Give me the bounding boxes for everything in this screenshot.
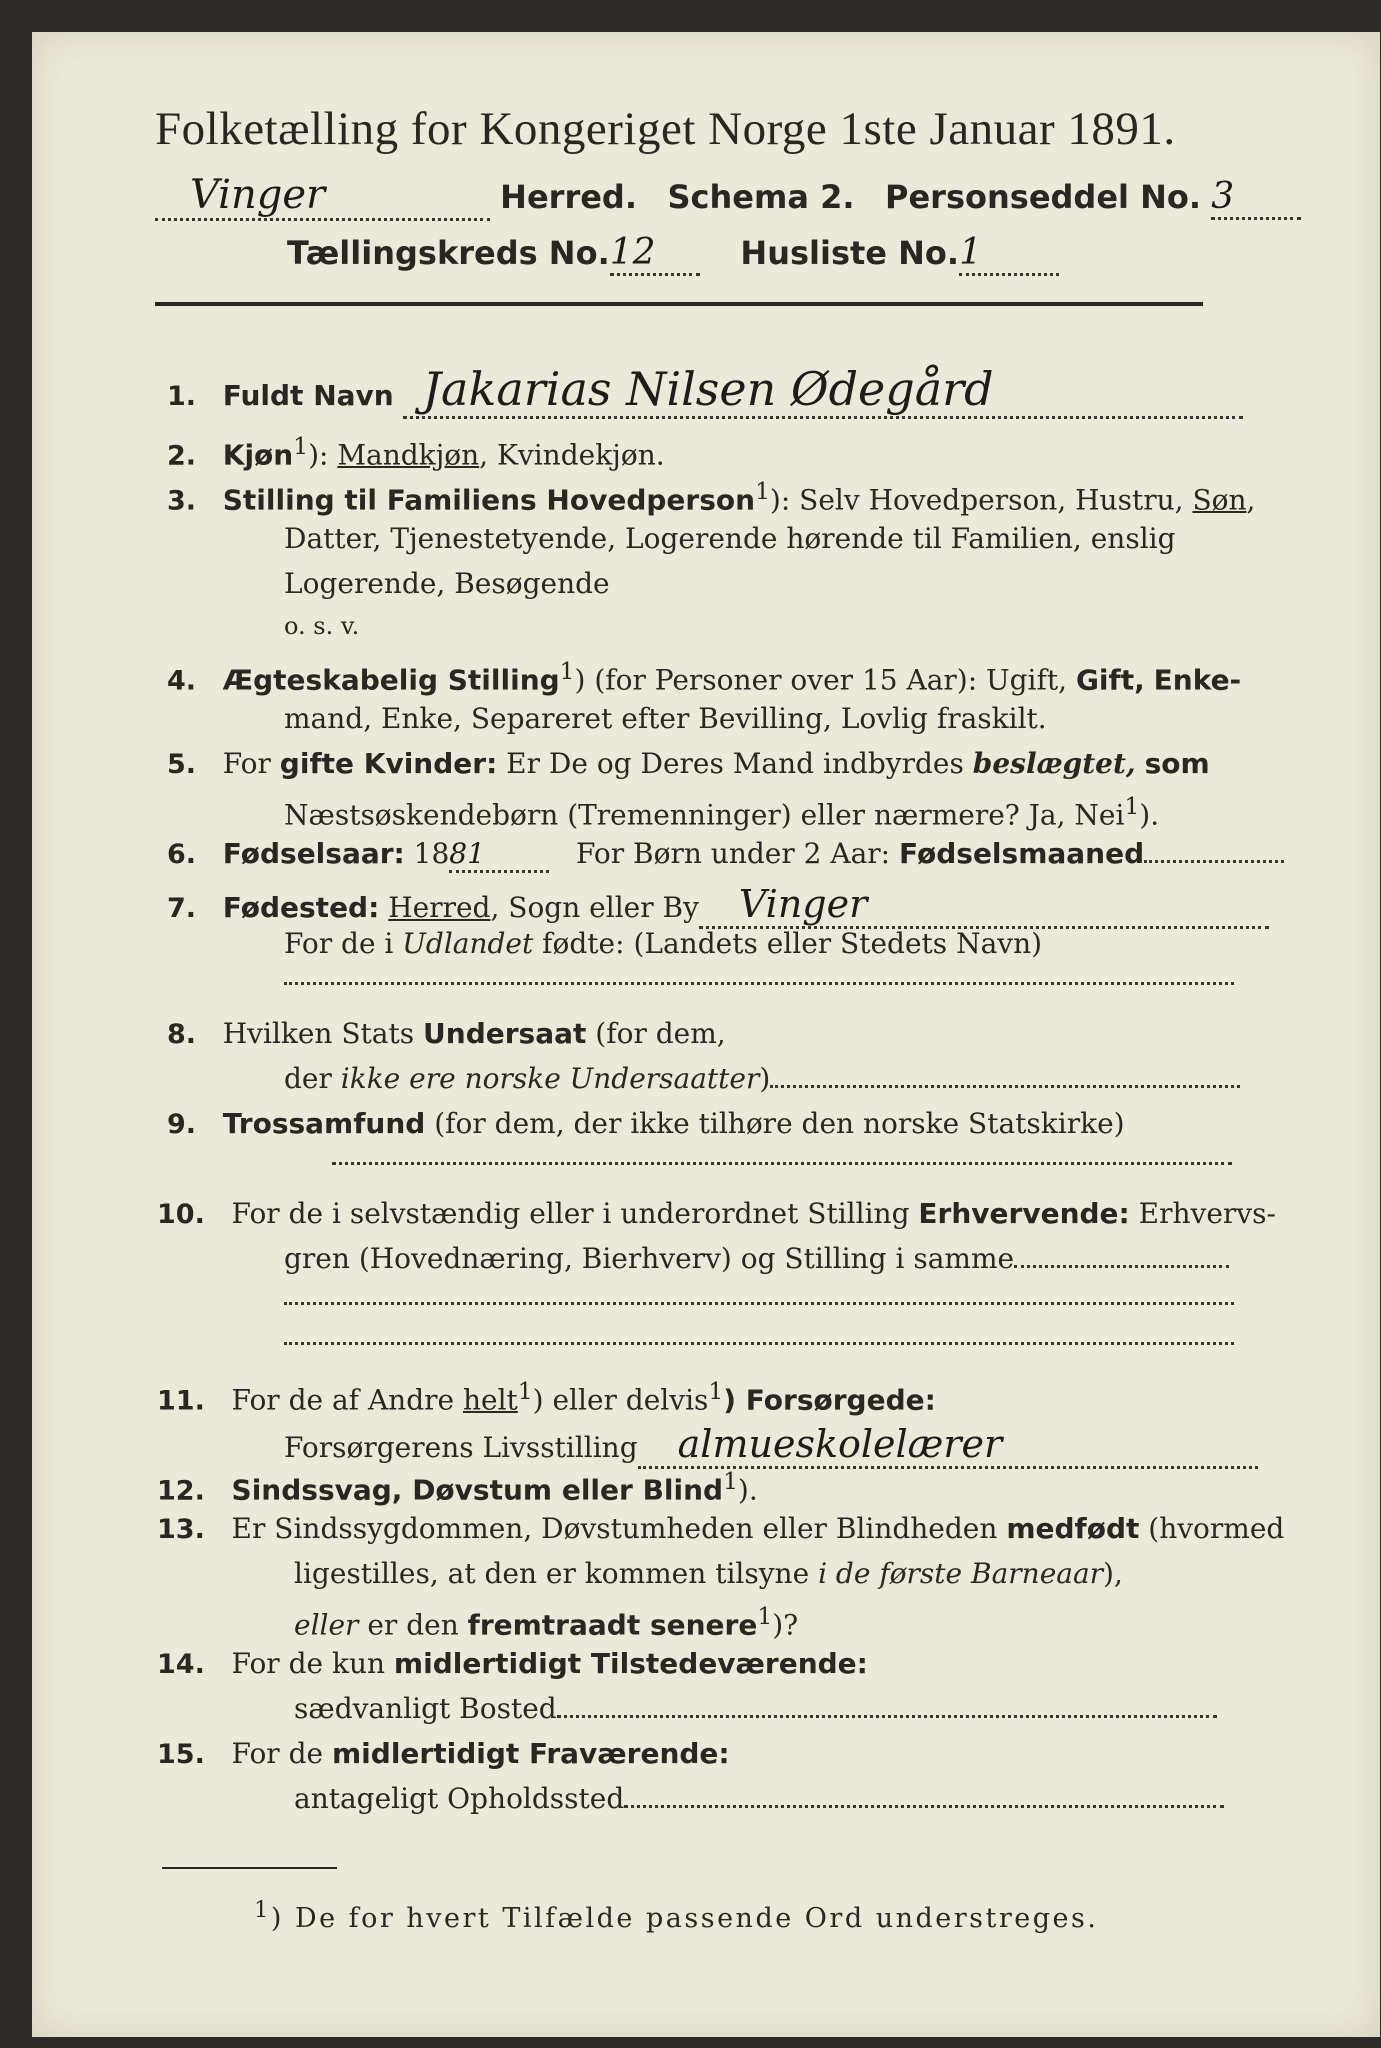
q15-line1a: For de	[231, 1737, 324, 1770]
q4-enke: Enke-	[1153, 663, 1242, 697]
q6-birth-month-label: Fødselsmaaned	[899, 837, 1145, 870]
q11-helt-underlined: helt	[462, 1383, 518, 1417]
q1-number: 1.	[167, 381, 197, 412]
q11-line1c: ) eller delvis	[532, 1383, 709, 1417]
q5-line1: Er De og Deres Mand indbyrdes	[506, 747, 964, 780]
q10-blank	[1014, 1265, 1229, 1268]
q5-footnote-mark: 1	[1124, 792, 1140, 820]
q5-line2-text: Næstsøskendebørn (Tremenninger) eller nærmere? Ja, Nei	[284, 798, 1125, 832]
husliste-value: 1	[959, 232, 1059, 276]
q15-line2	[294, 1782, 1224, 1815]
q8-line1a: Hvilken Stats	[222, 1017, 415, 1050]
question-11	[157, 1377, 936, 1416]
herred-line	[155, 172, 1301, 221]
q13-number: 13.	[157, 1514, 205, 1545]
q11-line1a: For de af Andre	[231, 1383, 455, 1417]
question-9	[167, 1107, 1125, 1140]
q5-line2	[284, 792, 1159, 831]
q15-line2-text: antageligt Opholdssted	[294, 1782, 625, 1815]
question-4	[167, 657, 1241, 696]
q14-number: 14.	[157, 1649, 205, 1680]
q13-senere: fremtraadt senere	[467, 1608, 758, 1642]
q10-line2-text: gren (Hovednæring, Bierhverv) og Stilling i samme	[284, 1242, 1015, 1275]
header-divider	[155, 302, 1203, 306]
q7-line2a: For de i	[284, 927, 394, 960]
question-5	[167, 747, 1210, 780]
q9-number: 9.	[167, 1109, 197, 1140]
q4-number: 4.	[167, 665, 197, 697]
personseddel-label: Personseddel No.	[885, 178, 1202, 216]
q6-label: Fødselsaar:	[222, 837, 405, 870]
q2-label: Kjøn	[222, 438, 294, 472]
personseddel-value: 3	[1211, 176, 1301, 220]
q13-footnote-mark: 1	[757, 1602, 773, 1630]
question-8	[167, 1017, 726, 1050]
q3-line4: o. s. v.	[284, 612, 360, 640]
q10-erhvervende: Erhvervende:	[918, 1197, 1130, 1230]
question-7	[167, 882, 1269, 929]
question-15	[157, 1737, 730, 1770]
kreds-value: 12	[610, 232, 700, 276]
q8-number: 8.	[167, 1019, 197, 1050]
q13-line3b: er den	[367, 1608, 459, 1642]
q6-year-prefix: 18	[413, 837, 450, 870]
q10-number: 10.	[157, 1199, 205, 1230]
q13-line2c: ),	[1103, 1557, 1123, 1590]
q13-line2b: i de første Barneaar	[818, 1557, 1104, 1590]
q14-line1b: midlertidigt Tilstedeværende:	[393, 1647, 868, 1680]
q9-blank-line	[332, 1162, 1232, 1165]
q14-blank	[557, 1715, 1217, 1718]
q8-line2a: der	[284, 1062, 332, 1095]
q7-birthplace-value: Vinger	[699, 882, 1269, 929]
q14-line2	[294, 1692, 1217, 1725]
q6-number: 6.	[167, 839, 197, 870]
q12-label: Sindssvag, Døvstum eller Blind	[231, 1473, 724, 1507]
q12-footnote-mark: 1	[723, 1467, 738, 1495]
q2-options: , Kvindekjøn.	[479, 438, 665, 472]
q3-comma: ,	[1246, 483, 1256, 517]
q1-name-value: Jakarias Nilsen Ødegård	[403, 362, 1243, 419]
q9-rest: (for dem, der ikke tilhøre den norske Statskirke)	[434, 1107, 1125, 1140]
q2-footnote-mark: 1	[293, 432, 309, 460]
q11-footnote-mark-1: 1	[517, 1377, 533, 1405]
question-6	[167, 837, 1284, 873]
q7-udlandet: Udlandet	[402, 927, 534, 960]
q13-line2a: ligestilles, at den er kommen tilsyne	[294, 1557, 810, 1590]
q3-footnote-mark: 1	[755, 477, 770, 505]
q9-label: Trossamfund	[222, 1107, 426, 1140]
question-10	[157, 1197, 1276, 1230]
q3-line2: Datter, Tjenestetyende, Logerende hørende til Familien, enslig	[284, 522, 1176, 555]
census-form-sheet	[32, 32, 1380, 2037]
kreds-label: Tællingskreds No.	[287, 234, 610, 272]
herred-value: Vinger	[155, 172, 490, 221]
q7-option-herred-underlined: Herred	[388, 891, 491, 924]
q10-line2	[284, 1242, 1229, 1275]
q5-som: som	[1144, 747, 1210, 780]
q5-label-bold: gifte Kvinder:	[279, 747, 498, 780]
q8-line2	[284, 1062, 1240, 1095]
q4-line2: mand, Enke, Separeret efter Bevilling, Lovlig fraskilt.	[284, 702, 1047, 735]
q13-line2	[294, 1557, 1123, 1590]
q7-label: Fødested:	[222, 891, 380, 924]
q11-number: 11.	[157, 1385, 205, 1417]
q8-line2c: )	[759, 1062, 771, 1095]
question-1	[167, 362, 1243, 419]
q5-label: For	[222, 747, 271, 780]
q11-line2	[284, 1422, 1258, 1469]
q14-line1a: For de kun	[231, 1647, 386, 1680]
q11-footnote-mark-2: 1	[708, 1377, 724, 1405]
q5-line2-end: ).	[1139, 798, 1160, 832]
question-3	[167, 477, 1255, 516]
q13-line1c: (hvormed	[1148, 1512, 1285, 1545]
q15-line1b: midlertidigt Fraværende:	[332, 1737, 730, 1770]
q13-line3	[294, 1602, 798, 1641]
q10-line1a: For de i selvstændig eller i underordnet Stilling	[231, 1197, 910, 1230]
q2-number: 2.	[167, 440, 197, 472]
q10-blank-line-2	[284, 1342, 1234, 1345]
q3-line3: Logerende, Besøgende	[284, 567, 610, 600]
q5-beslaegtet: beslægtet,	[972, 747, 1136, 780]
q7-line2c: fødte: (Landets eller Stedets Navn)	[542, 927, 1043, 960]
footnote-rule	[162, 1867, 337, 1869]
q12-number: 12.	[157, 1475, 205, 1507]
q8-blank	[770, 1085, 1240, 1088]
q13-eller: eller	[294, 1608, 359, 1642]
q11-provider-occupation-value: almueskolelærer	[638, 1422, 1258, 1469]
q4-line1: ) (for Personer over 15 Aar): Ugift,	[574, 663, 1068, 697]
q13-line1a: Er Sindssygdommen, Døvstumheden eller Blindheden	[231, 1512, 998, 1545]
q15-blank	[624, 1805, 1224, 1808]
q3-label: Stilling til Familiens Hovedperson	[222, 483, 756, 517]
q12-end: ).	[737, 1473, 758, 1507]
q6-child-label: For Børn under 2 Aar:	[576, 837, 891, 870]
q13-medfodt: medfødt	[1006, 1512, 1140, 1545]
q4-footnote-mark: 1	[559, 657, 575, 685]
q2-colon: ):	[308, 438, 329, 472]
q15-number: 15.	[157, 1739, 205, 1770]
q5-number: 5.	[167, 749, 197, 780]
footnote	[254, 1897, 1098, 1934]
schema-label: Schema 2.	[667, 178, 855, 216]
footnote-text: ) De for hvert Tilfælde passende Ord understreges.	[270, 1903, 1099, 1934]
question-12	[157, 1467, 758, 1506]
husliste-label: Husliste No.	[740, 234, 960, 272]
q11-line2-text: Forsørgerens Livsstilling	[284, 1431, 638, 1464]
footnote-mark: 1	[254, 1897, 271, 1923]
q10-blank-line-1	[284, 1302, 1234, 1305]
form-title: Folketælling for Kongeriget Norge 1ste Januar 1891.	[155, 103, 1176, 155]
q13-line3d: )?	[772, 1608, 799, 1642]
q4-gift: Gift,	[1075, 663, 1145, 697]
q7-line2	[284, 927, 1042, 960]
q7-blank-line	[284, 982, 1234, 985]
q8-line1c: (for dem,	[595, 1017, 726, 1050]
q3-line1: ): Selv Hovedperson, Hustru,	[769, 483, 1184, 517]
question-2	[167, 432, 665, 471]
q2-option-male-underlined: Mandkjøn	[337, 438, 480, 472]
q6-birth-month-blank	[1144, 860, 1284, 863]
q7-number: 7.	[167, 893, 197, 924]
q3-option-son-underlined: Søn	[1192, 483, 1247, 517]
q7-options: , Sogn eller By	[490, 891, 699, 924]
q10-line1c: Erhvervs-	[1138, 1197, 1276, 1230]
q8-line2b: ikke ere norske Undersaatter	[340, 1062, 760, 1095]
q6-year-value: 81	[449, 837, 549, 873]
question-13	[157, 1512, 1284, 1545]
q1-label: Fuldt Navn	[222, 379, 394, 412]
q8-undersaat: Undersaat	[423, 1017, 587, 1050]
q4-label: Ægteskabelig Stilling	[222, 663, 560, 697]
herred-label: Herred.	[500, 178, 637, 216]
kreds-line	[287, 232, 1059, 276]
question-14	[157, 1647, 868, 1680]
q14-line2-text: sædvanligt Bosted	[294, 1692, 557, 1725]
q11-forsorgede: ) Forsørgede:	[723, 1383, 936, 1417]
q3-number: 3.	[167, 485, 197, 517]
